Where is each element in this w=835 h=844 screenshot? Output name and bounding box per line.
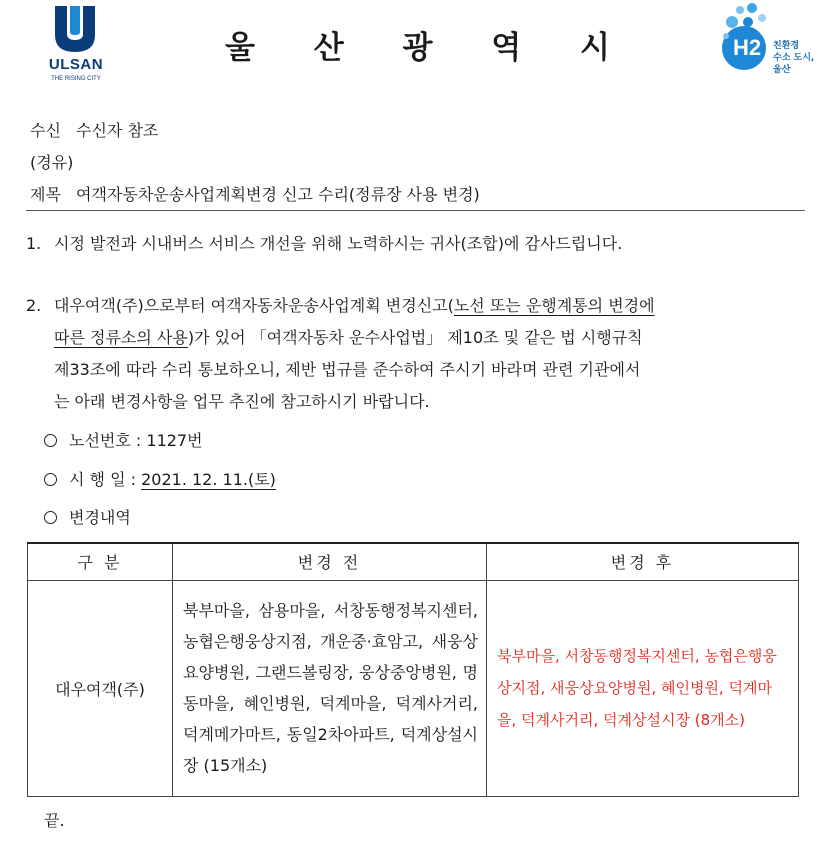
page-title: 울 산 광 역 시	[225, 30, 634, 66]
paragraph-2	[26, 290, 811, 418]
paragraph-2-text-a: 대우여객(주)으로부터 여객자동차운송사업계획 변경신고(	[54, 296, 454, 315]
emblem-slogan: 친환경 수소 도시, 울산	[773, 41, 815, 75]
logo-wordmark: ULSAN	[48, 56, 104, 73]
paragraph-2-underlined-1: 노선 또는 운행계통의 변경에	[453, 296, 655, 315]
paragraph-1	[26, 228, 811, 260]
changes-table	[27, 542, 799, 797]
effective-date-item	[44, 469, 276, 491]
after-stops-cell: 북부마을, 서창동행정복지센터, 농협은행웅상지점, 새웅상요양병원, 혜인병원, 덕계마을, 덕계사거리, 덕계상설시장 (8개소)	[487, 580, 799, 796]
hydrogen-city-emblem	[718, 2, 815, 94]
before-stops-cell: 북부마을, 삼용마을, 서창동행정복지센터, 농협은행웅상지점, 개운중·효암고, 새웅상요양병원, 그랜드볼링장, 웅상중앙병원, 명동마을, 혜인병원, 덕계마을, 덕계사거리, 덕계메가마트, 동일2차아파트, 덕계상설시장 (15개소)	[173, 580, 487, 796]
date-value: 2021. 12. 11.(토)	[141, 470, 276, 489]
paragraph-1-number: 1.	[26, 234, 42, 253]
subject-line	[30, 184, 480, 206]
paragraph-2-text-d: 는 아래 변경사항을 업무 추진에 참고하시기 바랍니다.	[54, 392, 430, 411]
via-line: (경유)	[30, 153, 74, 172]
company-cell: 대우여객(주)	[28, 580, 173, 796]
route-label: 노선번호 :	[69, 431, 147, 450]
route-number-item	[44, 430, 203, 452]
paragraph-2-text-b: )가 있어 「여객자동차 운수사업법」 제10조 및 같은 법 시행규칙	[187, 328, 643, 347]
paragraph-2-number: 2.	[26, 296, 42, 315]
logo-tagline: THE RISING CITY	[51, 76, 101, 82]
header-category: 구 분	[28, 543, 173, 580]
end-mark: 끝.	[44, 811, 65, 830]
subject-value: 여객자동차운송사업계획변경 신고 수리(정류장 사용 변경)	[76, 185, 480, 204]
recipient-line	[30, 120, 158, 142]
date-label: 시 행 일 :	[69, 470, 142, 489]
changes-label: 변경내역	[69, 508, 131, 527]
circle-bullet-icon	[44, 511, 57, 524]
circle-bullet-icon	[44, 434, 57, 447]
route-value: 1127번	[146, 431, 203, 450]
header-before: 변경 전	[173, 543, 487, 580]
changes-item	[44, 507, 131, 529]
recipient-label: 수신	[30, 121, 61, 140]
table-header-row	[28, 543, 799, 580]
paragraph-2-underlined-2: 따른 정류소의 사용	[54, 328, 188, 347]
paragraph-1-text: 시정 발전과 시내버스 서비스 개선을 위해 노력하시는 귀사(조합)에 감사드립니다.	[54, 234, 623, 253]
h2-mark: H2	[733, 35, 762, 60]
header-after: 변경 후	[487, 543, 799, 580]
table-row	[28, 580, 799, 796]
subject-label: 제목	[30, 185, 61, 204]
header-divider	[26, 210, 805, 211]
paragraph-2-text-c: 제33조에 따라 수리 통보하오니, 제반 법규를 준수하여 주시기 바라며 관련 기관에서	[54, 360, 641, 379]
circle-bullet-icon	[44, 473, 57, 486]
recipient-value: 수신자 참조	[76, 121, 159, 140]
